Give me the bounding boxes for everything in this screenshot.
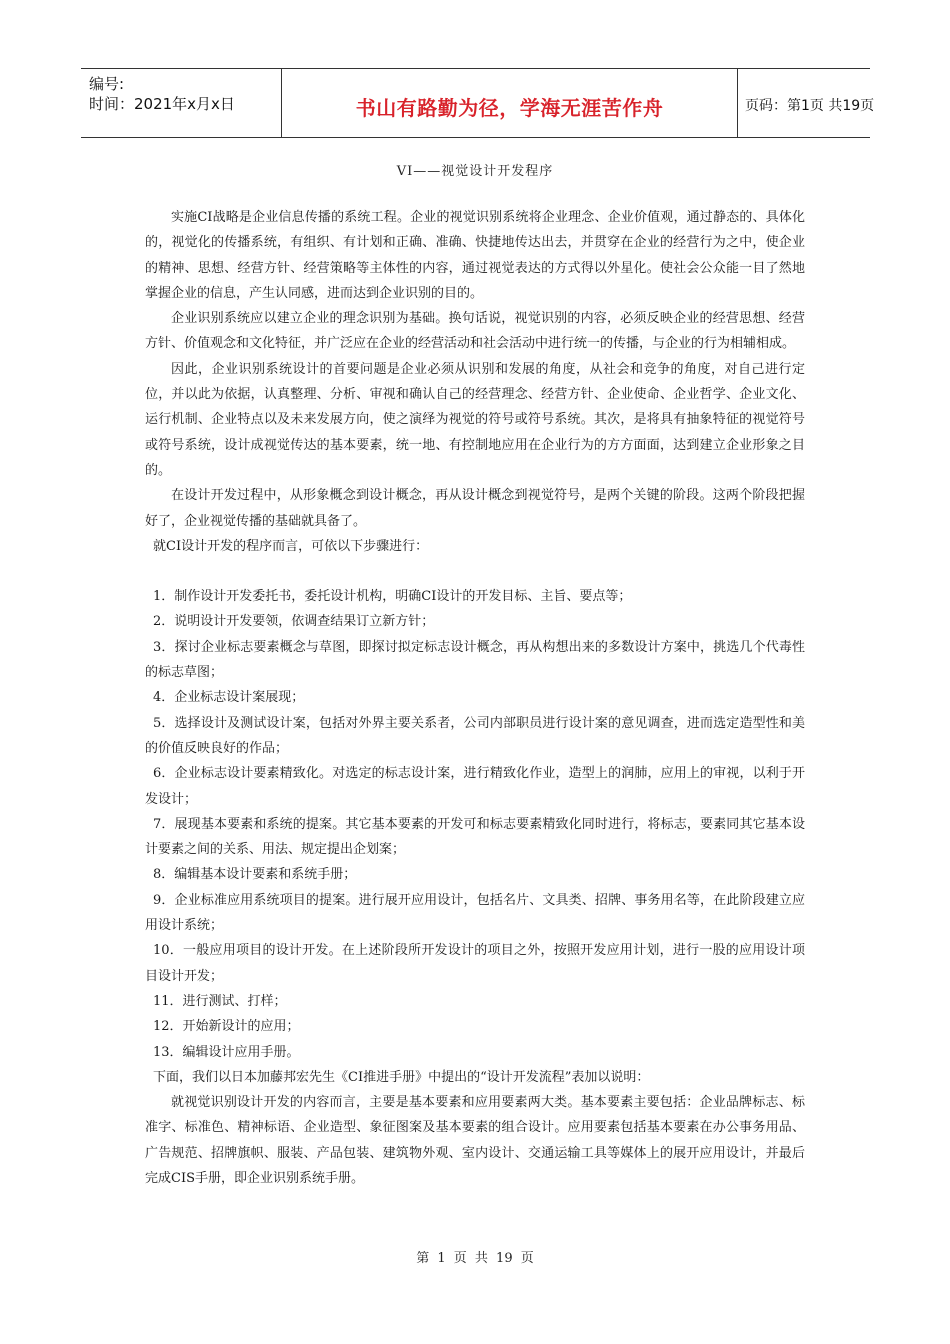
document-body (145, 205, 805, 1191)
paragraph: 因此，企业识别系统设计的首要问题是企业必须从识别和发展的角度，从社会和竞争的角度，对自己进行定位，并以此为依据，认真整理、分析、审视和确认自己的经营理念、经营方针、企业使命、企业哲学、企业文化、运行机制、企业特点以及未来发展方向，使之演绎为视觉的符号或符号系统。其次，是将具有抽象特征的视觉符号或符号系统，设计成视觉传达的基本要素，统一地、有控制地应用在企业行为的方方面面，达到建立企业形象之目的。 (145, 361, 805, 478)
document-header (81, 68, 875, 138)
document-title: VI——视觉设计开发程序 (396, 164, 554, 179)
step-item: 1．制作设计开发委托书，委托设计机构，明确CI设计的开发目标、主旨、要点等； (153, 589, 632, 605)
spacer (145, 559, 805, 584)
step-item: 2．说明设计开发要领，依调查结果订立新方针； (153, 614, 435, 630)
paragraph: 企业识别系统应以建立企业的理念识别为基础。换句话说，视觉识别的内容，必须反映企业的经营思想、经营方针、价值观念和文化特征，并广泛应在企业的经营活动和社会活动中进行统一的传播，与企业的行为相辅相成。 (145, 311, 805, 352)
step-item: 4．企业标志设计案展现； (153, 690, 305, 706)
step-item: 10．一般应用项目的设计开发。在上述阶段所开发设计的项目之外，按照开发应用计划，进行一股的应用设计项目设计开发； (145, 943, 805, 984)
step-item: 11．进行测试、打样； (153, 993, 287, 1009)
page-footer: 第 1 页 共 19 页 (416, 1251, 534, 1266)
step-item: 6．企业标志设计要素精致化。对选定的标志设计案，进行精致化作业，造型上的润肺，应用上的审视，以利于开发设计； (145, 766, 805, 807)
paragraph: 在设计开发过程中，从形象概念到设计概念，再从设计概念到视觉符号，是两个关键的阶段。这两个阶段把握好了，企业视觉传播的基础就具备了。 (145, 488, 805, 529)
paragraph: 就CI设计开发的程序而言，可依以下步骤进行： (153, 538, 429, 554)
step-item: 12．开始新设计的应用； (153, 1019, 300, 1035)
paragraph: 就视觉识别设计开发的内容而言，主要是基本要素和应用要素两大类。基本要素主要包括：企业品牌标志、标准字、标准色、精神标语、企业造型、象征图案及基本要素的组合设计。应用要素包括基本要素在办公事务用品、广告规范、招牌旗帜、服装、产品包装、建筑物外观、室内设计、交通运输工具等媒体上的展开应用设计，并最后完成CIS手册，即企业识别系统手册。 (145, 1095, 805, 1186)
header-page-cell (737, 69, 875, 137)
step-item: 13．编辑设计应用手册。 (153, 1044, 300, 1060)
step-item: 5．选择设计及测试设计案，包括对外界主要关系者，公司内部职员进行设计案的意见调查，进而选定造型性和美的价值反映良好的作品； (145, 715, 805, 756)
step-item: 9．企业标准应用系统项目的提案。进行展开应用设计，包括名片、文具类、招牌、事务用名等，在此阶段建立应用设计系统； (145, 892, 805, 934)
header-info-cell (81, 69, 281, 137)
paragraph: 下面，我们以日本加藤邦宏先生《CI推进手册》中提出的“设计开发流程”表加以说明： (153, 1069, 650, 1085)
step-item: 7．展现基本要素和系统的提案。其它基本要素的开发可和标志要素精致化同时进行，将标志，要素同其它基本设计要素之间的关系、用法、规定提出企划案； (145, 816, 805, 858)
step-item: 8．编辑基本设计要素和系统手册； (153, 867, 357, 883)
date-label: 时间：2021年x月x日 (89, 95, 235, 113)
number-label: 编号: (89, 75, 125, 93)
page-info: 页码：第1页 共19页 (745, 98, 875, 114)
header-motto-cell (281, 69, 738, 137)
motto: 书山有路勤为径，学海无涯苦作舟 (355, 96, 664, 120)
step-item: 3．探讨企业标志要素概念与草图，即探讨拟定标志设计概念，再从构想出来的多数设计方案中，挑选几个代毒性的标志草图； (145, 639, 805, 681)
paragraph: 实施CI战略是企业信息传播的系统工程。企业的视觉识别系统将企业理念、企业价值观，通过静态的、具体化的，视觉化的传播系统，有组织、有计划和正确、准确、快捷地传达出去，并贯穿在企业的经营行为之中，使企业的精神、思想、经营方针、经营策略等主体性的内容，通过视觉表达的方式得以外星化。使社会公众能一目了然地掌握企业的信息，产生认同感，进而达到企业识别的目的。 (145, 210, 805, 301)
